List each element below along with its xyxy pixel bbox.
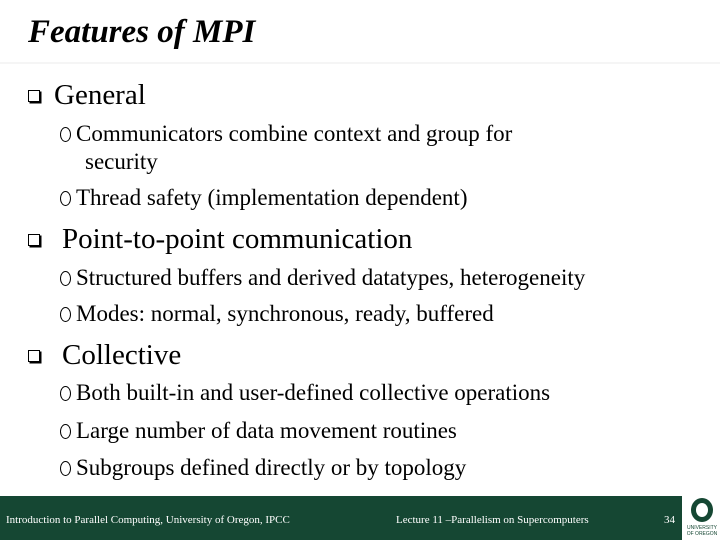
- list-item: [60, 379, 550, 406]
- logo-text: UNIVERSITY: [686, 525, 717, 531]
- footer-course: Introduction to Parallel Computing, University of Oregon, IPCC: [6, 514, 290, 526]
- list-item: [60, 264, 585, 291]
- item-text: Large number of data movement routines: [76, 418, 457, 443]
- list-item: [60, 120, 512, 147]
- slide-title: Features of MPI: [28, 14, 256, 50]
- circle-bullet-icon: [60, 461, 71, 476]
- logo-text: OF OREGON: [686, 531, 718, 537]
- item-text: Both built-in and user-defined collective operations: [76, 380, 551, 405]
- oregon-o-icon: [691, 498, 713, 522]
- item-text: Structured buffers and derived datatypes, heterogeneity: [76, 265, 586, 290]
- item-text: security: [85, 149, 158, 174]
- list-item: [60, 184, 467, 211]
- section-heading: Collective: [62, 339, 182, 371]
- item-text: Modes: normal, synchronous, ready, buffered: [76, 301, 494, 326]
- item-text: Communicators combine context and group for: [76, 121, 513, 146]
- section-heading: Point-to-point communication: [62, 223, 413, 255]
- square-bullet-icon: [28, 90, 40, 102]
- item-text: Subgroups defined directly or by topology: [76, 455, 467, 480]
- list-item: [60, 417, 457, 444]
- circle-bullet-icon: [60, 271, 71, 286]
- circle-bullet-icon: [60, 386, 71, 401]
- square-bullet-icon: [28, 234, 40, 246]
- list-item: [60, 454, 466, 481]
- square-bullet-icon: [28, 350, 40, 362]
- page-number: 34: [664, 514, 675, 526]
- circle-bullet-icon: [60, 127, 71, 142]
- university-logo: [684, 496, 720, 540]
- item-text: Thread safety (implementation dependent): [76, 185, 468, 210]
- circle-bullet-icon: [60, 424, 71, 439]
- footer-bar: [0, 496, 682, 540]
- section-heading: General: [54, 79, 146, 111]
- footer-lecture: Lecture 11 –Parallelism on Supercomputers: [396, 514, 589, 526]
- circle-bullet-icon: [60, 307, 71, 322]
- title-divider: [0, 62, 720, 64]
- circle-bullet-icon: [60, 191, 71, 206]
- list-item: [60, 300, 494, 327]
